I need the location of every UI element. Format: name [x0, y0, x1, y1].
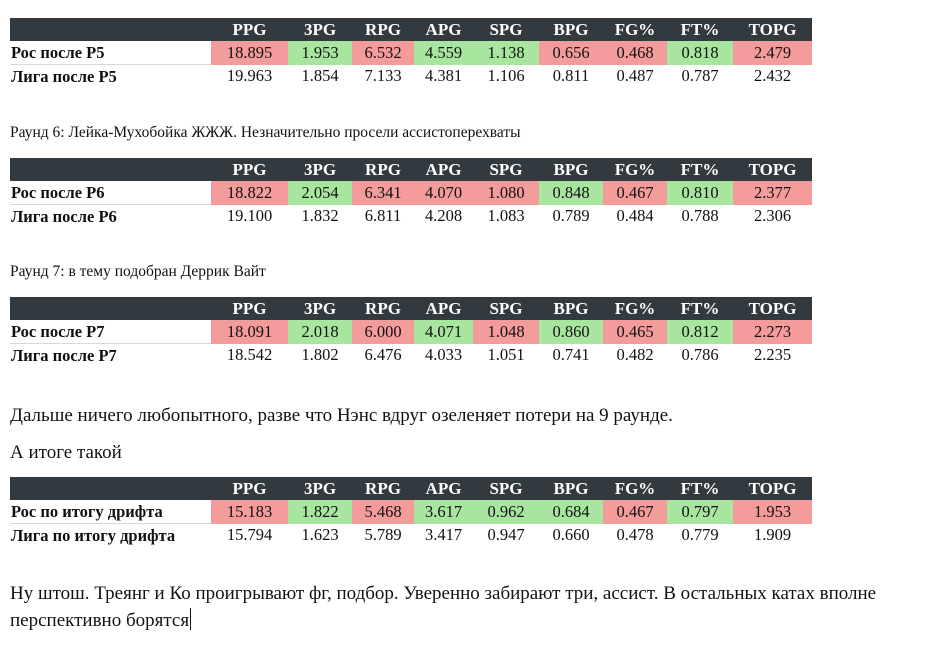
league-fg-pct: 0.478 [616, 525, 654, 545]
league-topg: 1.909 [753, 525, 792, 545]
ros-bpg: 0.684 [539, 500, 603, 524]
ros-bpg: 0.860 [539, 320, 603, 344]
ros-rpg: 6.532 [352, 41, 414, 65]
header-spg: SPG [473, 477, 539, 500]
ros-3pg: 1.953 [288, 41, 352, 65]
league-ft-pct: 0.779 [681, 525, 719, 545]
league-topg: 2.306 [753, 206, 792, 226]
ros-spg: 0.962 [473, 500, 539, 524]
ros-rpg: 6.000 [352, 320, 414, 344]
header-ppg: PPG [211, 477, 288, 500]
league-rpg: 5.789 [364, 525, 402, 545]
ros-ft-pct: 0.818 [667, 41, 733, 65]
league-ppg: 19.100 [226, 206, 273, 226]
league-ft-pct: 0.788 [681, 206, 719, 226]
ros-topg: 2.273 [733, 320, 812, 344]
header-ft-pct: FT% [667, 158, 733, 181]
header-blank-cell [10, 158, 211, 181]
ros-fg-pct: 0.467 [603, 500, 667, 524]
league-ppg: 15.794 [226, 525, 273, 545]
header-ppg: PPG [211, 158, 288, 181]
header-apg: APG [414, 297, 473, 320]
ros-rpg: 5.468 [352, 500, 414, 524]
header-ppg: PPG [211, 18, 288, 41]
header-topg: TOPG [733, 158, 812, 181]
ros-3pg: 2.054 [288, 181, 352, 205]
conclusion-text: Ну штош. Треянг и Ко проигрывают фг, подбор. Уверенно забирают три, ассист. В остальных катах вполне перспективно борятся [10, 583, 877, 631]
table-header-row [10, 158, 812, 181]
ros-apg: 4.559 [414, 41, 473, 65]
ros-apg: 4.071 [414, 320, 473, 344]
header-apg: APG [414, 18, 473, 41]
league-spg: 1.106 [487, 66, 525, 86]
round6-note: Раунд 6: Лейка-Мухобойка ЖЖЖ. Незначительно просели ассистоперехваты [10, 124, 521, 141]
league-bpg: 0.789 [552, 206, 590, 226]
row-label-ros: Рос после Р6 [10, 181, 211, 205]
ros-spg: 1.138 [473, 41, 539, 65]
ros-bpg: 0.656 [539, 41, 603, 65]
ros-fg-pct: 0.468 [603, 41, 667, 65]
league-3pg: 1.623 [301, 525, 339, 545]
paragraph-summary-intro: А итоге такой [10, 442, 122, 463]
header-blank-cell [10, 477, 211, 500]
league-ppg: 18.542 [226, 345, 273, 365]
header-fg-pct: FG% [603, 158, 667, 181]
row-label-ros: Рос по итогу дрифта [10, 500, 211, 524]
ros-3pg: 1.822 [288, 500, 352, 524]
ros-rpg: 6.341 [352, 181, 414, 205]
table-row-ros [10, 41, 812, 65]
header-spg: SPG [473, 158, 539, 181]
league-topg: 2.432 [753, 66, 792, 86]
table-row-league [10, 524, 812, 548]
league-rpg: 6.476 [364, 345, 402, 365]
table-row-league [10, 344, 812, 368]
league-spg: 1.083 [487, 206, 525, 226]
round7-note: Раунд 7: в тему подобран Деррик Вайт [10, 263, 266, 280]
ros-spg: 1.048 [473, 320, 539, 344]
header-topg: TOPG [733, 477, 812, 500]
league-topg: 2.235 [753, 345, 792, 365]
table-row-ros [10, 320, 812, 344]
ros-ft-pct: 0.810 [667, 181, 733, 205]
league-rpg: 6.811 [364, 206, 402, 226]
header-bpg: BPG [539, 477, 603, 500]
league-3pg: 1.854 [301, 66, 339, 86]
header-blank-cell [10, 18, 211, 41]
league-ft-pct: 0.786 [681, 345, 719, 365]
league-3pg: 1.802 [301, 345, 339, 365]
ros-topg: 2.479 [733, 41, 812, 65]
ros-apg: 4.070 [414, 181, 473, 205]
ros-ppg: 18.091 [211, 320, 288, 344]
stats-table-final [10, 477, 812, 547]
league-rpg: 7.133 [364, 66, 402, 86]
league-spg: 1.051 [487, 345, 525, 365]
header-3pg: 3PG [288, 18, 352, 41]
table-row-ros [10, 500, 812, 524]
header-apg: APG [414, 477, 473, 500]
league-ppg: 19.963 [226, 66, 273, 86]
conclusion-paragraph[interactable] [10, 580, 940, 634]
ros-ppg: 18.822 [211, 181, 288, 205]
stats-table-round7 [10, 297, 812, 367]
header-topg: TOPG [733, 18, 812, 41]
header-topg: TOPG [733, 297, 812, 320]
league-bpg: 0.741 [552, 345, 590, 365]
table-row-ros [10, 181, 812, 205]
ros-topg: 2.377 [733, 181, 812, 205]
header-bpg: BPG [539, 18, 603, 41]
text-cursor [190, 608, 191, 630]
header-spg: SPG [473, 18, 539, 41]
header-rpg: RPG [352, 18, 414, 41]
header-bpg: BPG [539, 297, 603, 320]
header-spg: SPG [473, 297, 539, 320]
league-fg-pct: 0.482 [616, 345, 654, 365]
ros-ppg: 15.183 [211, 500, 288, 524]
league-apg: 4.381 [424, 66, 463, 86]
header-fg-pct: FG% [603, 18, 667, 41]
header-fg-pct: FG% [603, 477, 667, 500]
table-header-row [10, 18, 812, 41]
league-fg-pct: 0.487 [616, 66, 654, 86]
ros-apg: 3.617 [414, 500, 473, 524]
header-ft-pct: FT% [667, 477, 733, 500]
paragraph-nothing-interesting: Дальше ничего любопытного, разве что Нэнс вдруг озеленяет потери на 9 раунде. [10, 405, 673, 426]
stats-table-round5 [10, 18, 812, 88]
header-3pg: 3PG [288, 158, 352, 181]
header-ft-pct: FT% [667, 18, 733, 41]
row-label-league: Лига после Р7 [11, 345, 117, 365]
ros-ft-pct: 0.797 [667, 500, 733, 524]
league-fg-pct: 0.484 [616, 206, 654, 226]
header-ft-pct: FT% [667, 297, 733, 320]
row-label-league: Лига по итогу дрифта [11, 525, 176, 545]
league-spg: 0.947 [487, 525, 525, 545]
league-apg: 3.417 [424, 525, 463, 545]
ros-topg: 1.953 [733, 500, 812, 524]
header-fg-pct: FG% [603, 297, 667, 320]
header-rpg: RPG [352, 477, 414, 500]
ros-spg: 1.080 [473, 181, 539, 205]
header-rpg: RPG [352, 297, 414, 320]
header-bpg: BPG [539, 158, 603, 181]
league-3pg: 1.832 [301, 206, 339, 226]
ros-ft-pct: 0.812 [667, 320, 733, 344]
ros-3pg: 2.018 [288, 320, 352, 344]
header-blank-cell [10, 297, 211, 320]
league-ft-pct: 0.787 [681, 66, 719, 86]
ros-fg-pct: 0.467 [603, 181, 667, 205]
header-ppg: PPG [211, 297, 288, 320]
table-header-row [10, 297, 812, 320]
header-3pg: 3PG [288, 297, 352, 320]
header-3pg: 3PG [288, 477, 352, 500]
table-row-league [10, 205, 812, 229]
ros-fg-pct: 0.465 [603, 320, 667, 344]
ros-bpg: 0.848 [539, 181, 603, 205]
row-label-league: Лига после Р6 [11, 206, 117, 226]
ros-ppg: 18.895 [211, 41, 288, 65]
stats-table-round6 [10, 158, 812, 228]
row-label-ros: Рос после Р7 [10, 320, 211, 344]
row-label-ros: Рос после Р5 [10, 41, 211, 65]
row-label-league: Лига после Р5 [11, 66, 117, 86]
table-row-league [10, 65, 812, 89]
league-apg: 4.208 [424, 206, 463, 226]
league-bpg: 0.660 [552, 525, 590, 545]
header-rpg: RPG [352, 158, 414, 181]
table-header-row [10, 477, 812, 500]
header-apg: APG [414, 158, 473, 181]
league-bpg: 0.811 [552, 66, 590, 86]
league-apg: 4.033 [424, 345, 463, 365]
